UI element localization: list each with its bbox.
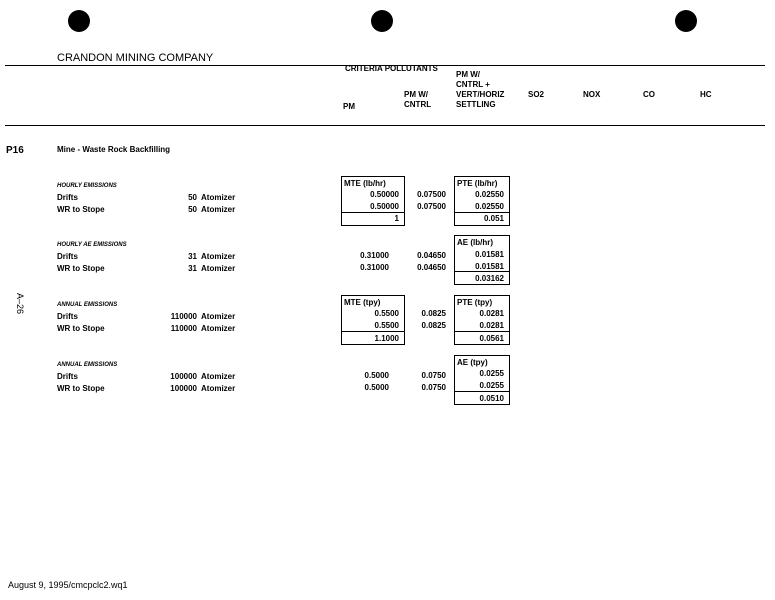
col-settling-line3: VERT/HORIZ	[456, 90, 505, 99]
settle-value: 0.01581	[475, 250, 504, 259]
col-pm-cntrl	[404, 90, 431, 110]
row-unit: Atomizer	[201, 193, 236, 202]
col-settling	[456, 70, 504, 110]
page-number: A–26	[15, 293, 25, 315]
row-name: Drifts	[57, 252, 78, 261]
col-so2: SO2	[528, 90, 545, 99]
pte-total: 0.051	[483, 214, 504, 223]
section-code: P16	[6, 145, 24, 156]
col-settling-line2: CNTRL +	[456, 80, 490, 89]
row-qty: 31	[188, 252, 197, 261]
settle-value: 0.02550	[475, 202, 504, 211]
col-nox: NOX	[583, 90, 601, 99]
cntrl-value: 0.04650	[417, 263, 446, 272]
settle-value: 0.0281	[479, 309, 504, 318]
cntrl-value: 0.07500	[417, 190, 446, 199]
pte-box-title: PTE (lb/hr)	[457, 179, 498, 188]
row-name: WR to Stope	[57, 264, 105, 273]
mte-total: 1.1000	[374, 334, 399, 343]
binder-hole-right	[675, 10, 697, 32]
settle-value: 0.0255	[479, 369, 504, 378]
section-title: Mine - Waste Rock Backfilling	[57, 145, 171, 154]
company-name: CRANDON MINING COMPANY	[57, 52, 214, 64]
row-name: WR to Stope	[57, 324, 105, 333]
cntrl-value: 0.04650	[417, 251, 446, 260]
pm-value: 0.5000	[364, 371, 389, 380]
cntrl-value: 0.0750	[421, 371, 446, 380]
mte-box-divider	[341, 331, 404, 332]
pm-value: 0.31000	[360, 251, 389, 260]
row-unit: Atomizer	[201, 372, 236, 381]
ae-box-title: AE (lb/hr)	[457, 238, 493, 247]
pm-value: 0.50000	[370, 190, 399, 199]
row-qty: 31	[188, 264, 197, 273]
row-unit: Atomizer	[201, 324, 236, 333]
mte-box-title: MTE (tpy)	[344, 298, 381, 307]
pte-box-divider	[454, 212, 509, 213]
row-qty: 100000	[170, 372, 197, 381]
settle-value: 0.0281	[479, 321, 504, 330]
settle-value: 0.0255	[479, 381, 504, 390]
row-unit: Atomizer	[201, 384, 236, 393]
ae-total: 0.03162	[475, 274, 504, 283]
pte-box-title: PTE (tpy)	[457, 298, 493, 307]
settle-value: 0.02550	[475, 190, 504, 199]
mte-box-title: MTE (lb/hr)	[344, 179, 386, 188]
col-pm: PM	[343, 102, 355, 111]
row-name: Drifts	[57, 312, 78, 321]
col-co: CO	[643, 90, 655, 99]
row-qty: 50	[188, 193, 197, 202]
header-bottom-rule	[5, 125, 765, 126]
col-pm-cntrl-line1: PM W/	[404, 90, 428, 99]
binder-hole-left	[68, 10, 90, 32]
ae-box-title: AE (tpy)	[457, 358, 488, 367]
binder-hole-center	[371, 10, 393, 32]
row-qty: 50	[188, 205, 197, 214]
ae-box-divider	[454, 391, 509, 392]
col-settling-line4: SETTLING	[456, 100, 496, 109]
block-label: ANNUAL EMISSIONS	[57, 302, 118, 308]
pm-value: 0.5500	[374, 309, 399, 318]
pm-value: 0.5500	[374, 321, 399, 330]
pte-total: 0.0561	[479, 334, 504, 343]
cntrl-value: 0.07500	[417, 202, 446, 211]
cntrl-value: 0.0825	[421, 321, 446, 330]
row-name: WR to Stope	[57, 384, 105, 393]
block-label: HOURLY AE EMISSIONS	[57, 242, 127, 248]
row-qty: 110000	[170, 324, 197, 333]
row-unit: Atomizer	[201, 252, 236, 261]
col-pm-cntrl-line2: CNTRL	[404, 100, 432, 109]
pm-value: 0.31000	[360, 263, 389, 272]
pte-box-divider	[454, 331, 509, 332]
block-label: ANNUAL EMISSIONS	[57, 362, 118, 368]
col-hc: HC	[700, 90, 712, 99]
mte-box-divider	[341, 212, 404, 213]
col-settling-line1: PM W/	[456, 70, 480, 79]
row-name: Drifts	[57, 372, 78, 381]
pm-value: 0.50000	[370, 202, 399, 211]
cntrl-value: 0.0825	[421, 309, 446, 318]
ae-total: 0.0510	[479, 394, 504, 403]
row-unit: Atomizer	[201, 205, 236, 214]
criteria-pollutants-heading: CRITERIA POLLUTANTS	[345, 64, 438, 73]
pm-value: 0.5000	[364, 383, 389, 392]
row-qty: 110000	[170, 312, 197, 321]
mte-total: 1	[394, 214, 399, 223]
footer-date-file: August 9, 1995/cmcpclc2.wq1	[8, 580, 128, 590]
row-name: WR to Stope	[57, 205, 105, 214]
block-label: HOURLY EMISSIONS	[57, 183, 117, 189]
ae-box-divider	[454, 271, 509, 272]
row-unit: Atomizer	[201, 312, 236, 321]
row-qty: 100000	[170, 384, 197, 393]
settle-value: 0.01581	[475, 262, 504, 271]
row-unit: Atomizer	[201, 264, 236, 273]
row-name: Drifts	[57, 193, 78, 202]
cntrl-value: 0.0750	[421, 383, 446, 392]
